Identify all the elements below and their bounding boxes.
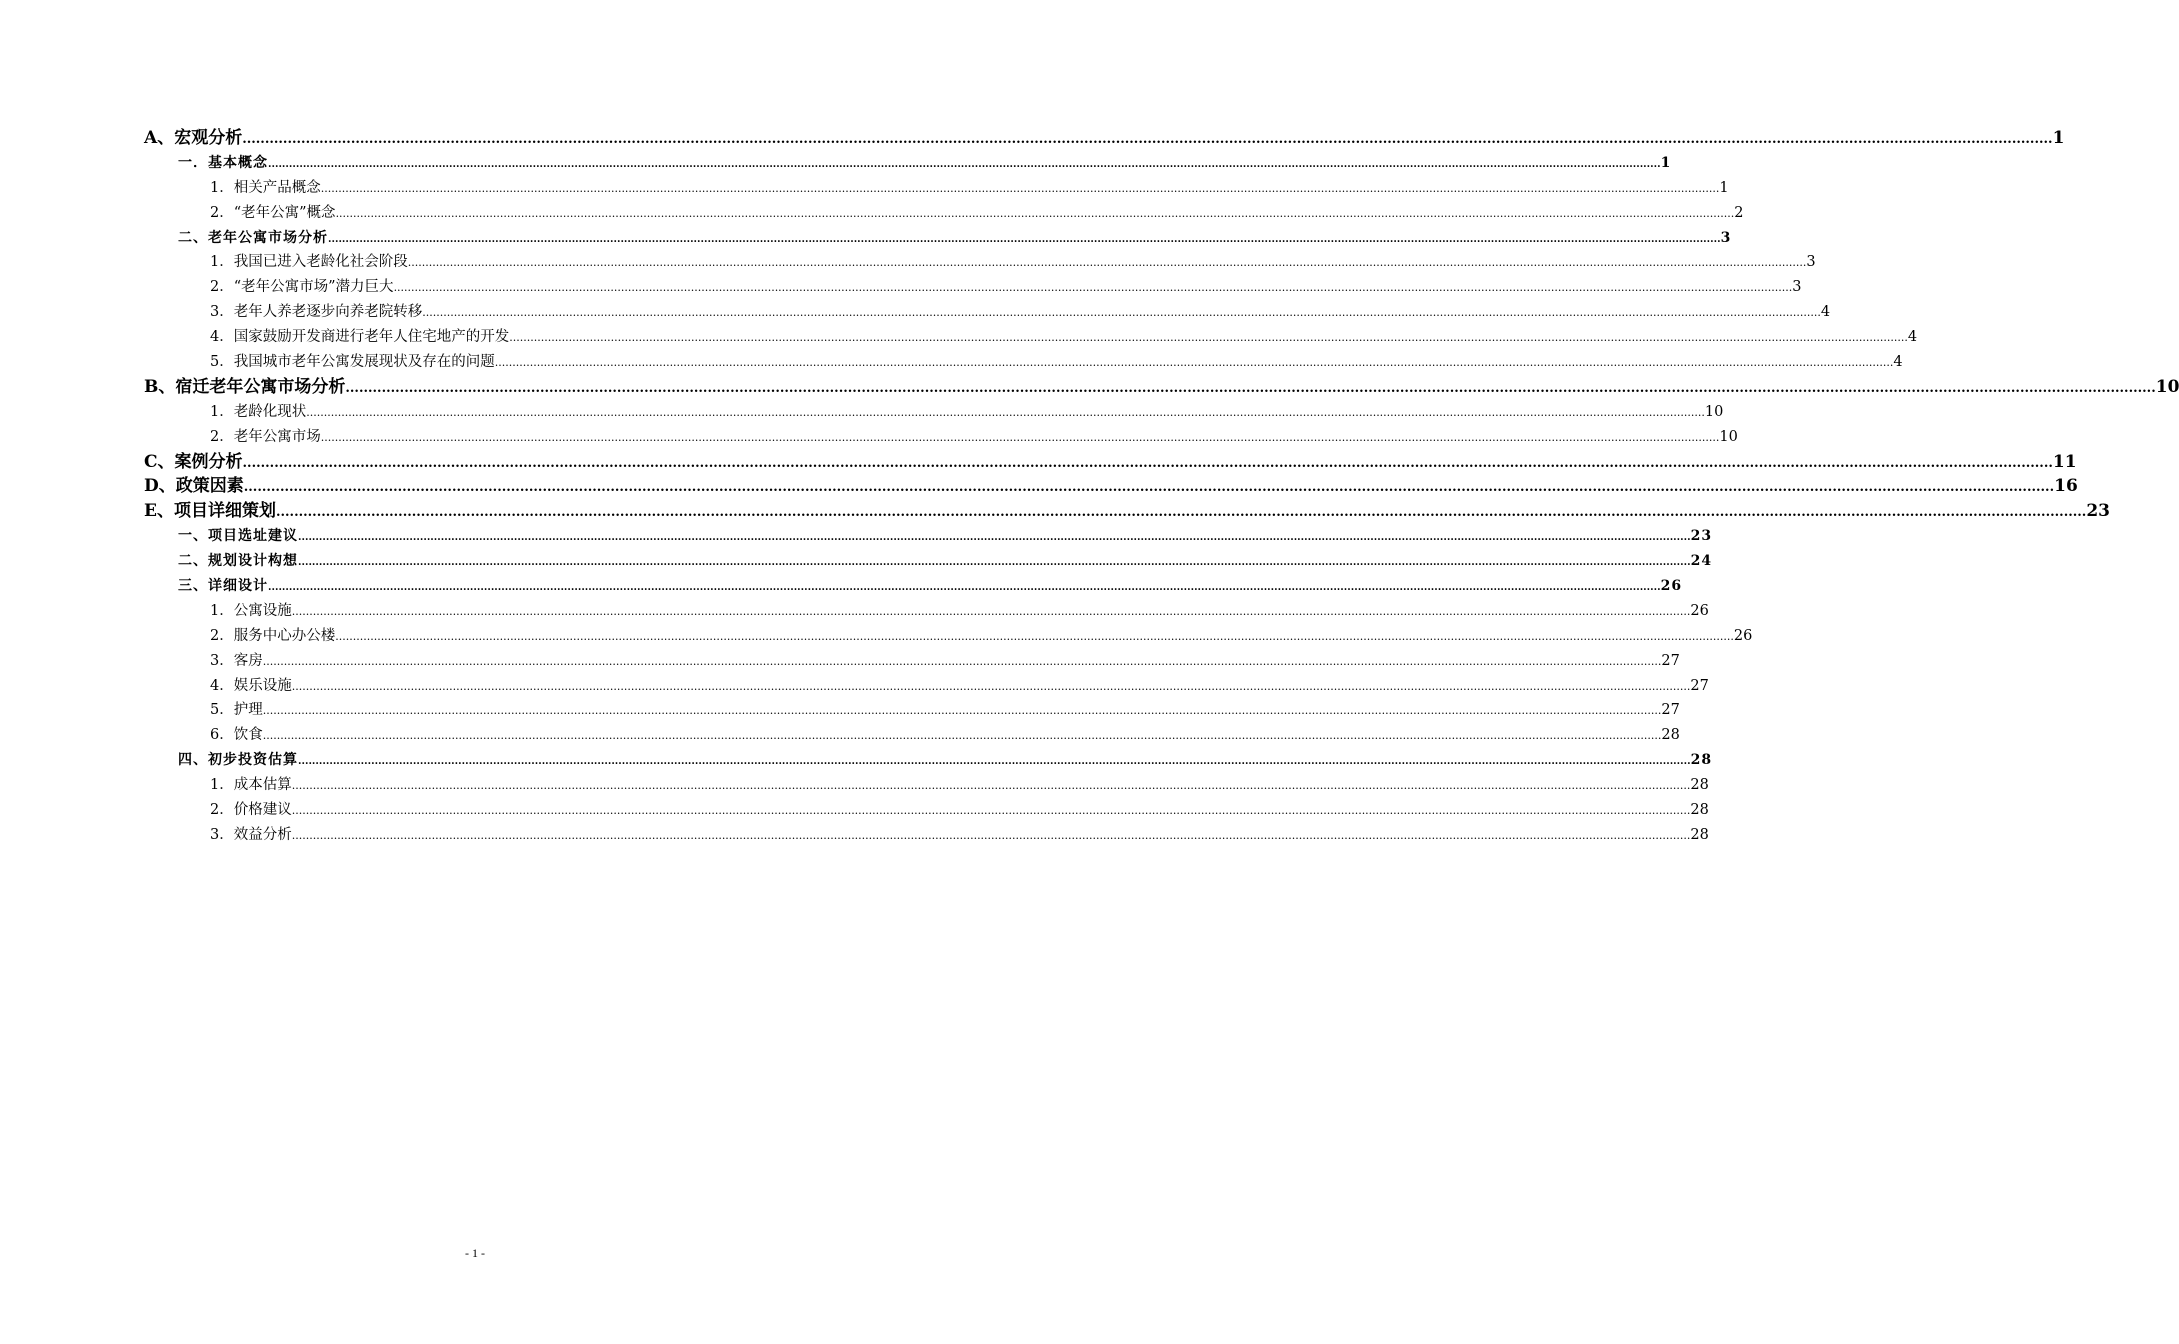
toc-entry[interactable]: [144, 698, 1680, 723]
toc-leader-dots: ................................................................................................................................................................................................................................................................................................................................................................................................................: [345, 380, 2156, 396]
toc-entry-label: 5．我国城市老年公寓发展现状及存在的问题: [210, 354, 495, 371]
toc-leader-dots: ................................................................................................................................................................................................................................................................................................................................................................................................................: [262, 654, 1662, 668]
toc-entry-page: 28: [1690, 752, 1713, 769]
toc-entry[interactable]: [144, 773, 1709, 798]
toc-leader-dots: ................................................................................................................................................................................................................................................................................................................................................................................................................: [393, 281, 1793, 295]
toc-entry[interactable]: [144, 176, 1729, 201]
toc-leader-dots: ................................................................................................................................................................................................................................................................................................................................................................................................................: [306, 405, 1705, 419]
toc-leader-dots: ................................................................................................................................................................................................................................................................................................................................................................................................................: [335, 629, 1734, 643]
toc-entry-page: 26: [1733, 627, 1753, 644]
toc-entry[interactable]: [144, 674, 1709, 699]
toc-entry[interactable]: [144, 499, 2110, 524]
toc-entry[interactable]: [144, 624, 1753, 649]
toc-entry[interactable]: [144, 599, 1709, 624]
toc-entry[interactable]: [144, 250, 1816, 275]
toc-entry[interactable]: [144, 450, 2077, 475]
toc-entry-page: 27: [1690, 677, 1709, 694]
toc-leader-dots: ................................................................................................................................................................................................................................................................................................................................................................................................................: [291, 679, 1691, 693]
toc-leader-dots: ................................................................................................................................................................................................................................................................................................................................................................................................................: [328, 233, 1721, 245]
toc-entry-label: 3．效益分析: [210, 826, 292, 843]
toc-entry-page: 26: [1690, 602, 1709, 619]
toc-entry-page: 27: [1661, 652, 1680, 669]
toc-entry-page: 28: [1690, 802, 1709, 819]
toc-leader-dots: ................................................................................................................................................................................................................................................................................................................................................................................................................: [291, 604, 1691, 618]
toc-leader-dots: ................................................................................................................................................................................................................................................................................................................................................................................................................: [407, 256, 1807, 270]
page-number: - 1 -: [465, 1246, 485, 1260]
toc-entry[interactable]: [144, 126, 2065, 151]
toc-entry[interactable]: [144, 226, 1732, 251]
toc-entry-label: 2．服务中心办公楼: [210, 627, 336, 644]
toc-entry[interactable]: [144, 350, 1903, 375]
toc-leader-dots: ................................................................................................................................................................................................................................................................................................................................................................................................................: [268, 582, 1661, 594]
toc-entry-page: 3: [1806, 254, 1816, 271]
toc-entry-label: 6．饮食: [210, 727, 263, 744]
toc-entry-label: 3．老年人养老逐步向养老院转移: [210, 304, 423, 321]
toc-leader-dots: ................................................................................................................................................................................................................................................................................................................................................................................................................: [298, 532, 1691, 544]
toc-entry-label: 三、详细设计: [178, 578, 268, 595]
toc-leader-dots: ................................................................................................................................................................................................................................................................................................................................................................................................................: [494, 356, 1894, 370]
toc-entry-label: 二、规划设计构想: [178, 553, 298, 570]
toc-entry-label: 2．“老年公寓”概念: [210, 204, 336, 221]
toc-leader-dots: ................................................................................................................................................................................................................................................................................................................................................................................................................: [243, 480, 2055, 496]
table-of-contents: [144, 126, 2179, 848]
toc-entry-page: 27: [1661, 702, 1680, 719]
toc-entry-label: 二、老年公寓市场分析: [178, 229, 328, 246]
toc-leader-dots: ................................................................................................................................................................................................................................................................................................................................................................................................................: [320, 430, 1720, 444]
toc-entry[interactable]: [144, 275, 1802, 300]
toc-entry[interactable]: [144, 723, 1680, 748]
toc-entry[interactable]: [144, 649, 1680, 674]
toc-leader-dots: ................................................................................................................................................................................................................................................................................................................................................................................................................: [242, 455, 2053, 471]
toc-entry-label: 4．娱乐设施: [210, 677, 292, 694]
toc-entry[interactable]: [144, 400, 1724, 425]
toc-entry[interactable]: [144, 375, 2179, 400]
toc-entry-label: 2．“老年公寓市场”潜力巨大: [210, 279, 394, 296]
toc-entry[interactable]: [144, 300, 1831, 325]
toc-entry-label: B、宿迁老年公寓市场分析: [144, 376, 346, 397]
toc-leader-dots: ................................................................................................................................................................................................................................................................................................................................................................................................................: [291, 779, 1691, 793]
toc-entry[interactable]: [144, 201, 1744, 226]
toc-entry-page: 4: [1907, 329, 1918, 346]
toc-leader-dots: ................................................................................................................................................................................................................................................................................................................................................................................................................: [335, 206, 1735, 220]
toc-leader-dots: ................................................................................................................................................................................................................................................................................................................................................................................................................: [275, 505, 2087, 521]
toc-entry[interactable]: [144, 325, 1918, 350]
toc-leader-dots: ................................................................................................................................................................................................................................................................................................................................................................................................................: [262, 729, 1662, 743]
toc-entry-label: 1．成本估算: [210, 777, 292, 794]
toc-leader-dots: ................................................................................................................................................................................................................................................................................................................................................................................................................: [291, 804, 1691, 818]
toc-entry-page: 28: [1690, 777, 1709, 794]
toc-entry-page: 16: [2054, 476, 2078, 497]
toc-entry-page: 1: [2052, 128, 2065, 148]
toc-entry-page: 26: [1660, 578, 1683, 595]
toc-entry-page: 3: [1792, 279, 1802, 296]
toc-entry-page: 28: [1661, 727, 1680, 744]
toc-leader-dots: ................................................................................................................................................................................................................................................................................................................................................................................................................: [268, 158, 1661, 170]
toc-entry[interactable]: [144, 524, 1713, 549]
toc-entry-page: 1: [1660, 154, 1672, 171]
toc-entry-label: 一．基本概念: [178, 154, 268, 171]
toc-entry-label: 1．相关产品概念: [210, 179, 321, 196]
toc-entry-label: 4．国家鼓励开发商进行老年人住宅地产的开发: [210, 329, 510, 346]
toc-entry-label: 一、项目选址建议: [178, 528, 298, 545]
toc-entry-label: 2．价格建议: [210, 802, 292, 819]
toc-leader-dots: ................................................................................................................................................................................................................................................................................................................................................................................................................: [242, 132, 2053, 147]
toc-entry[interactable]: [144, 151, 1672, 176]
toc-leader-dots: ................................................................................................................................................................................................................................................................................................................................................................................................................: [509, 331, 1908, 345]
toc-entry-label: 2．老年公寓市场: [210, 428, 321, 445]
toc-entry-page: 1: [1719, 179, 1729, 196]
toc-entry-page: 28: [1690, 826, 1709, 843]
toc-entry-page: 11: [2052, 451, 2077, 472]
toc-entry-page: 23: [1690, 528, 1713, 545]
toc-entry-label: C、案例分析: [144, 451, 243, 472]
toc-entry-label: 1．公寓设施: [210, 602, 292, 619]
toc-entry[interactable]: [144, 549, 1713, 574]
toc-entry-page: 2: [1734, 204, 1744, 221]
toc-leader-dots: ................................................................................................................................................................................................................................................................................................................................................................................................................: [298, 557, 1691, 569]
toc-leader-dots: ................................................................................................................................................................................................................................................................................................................................................................................................................: [291, 828, 1691, 842]
toc-entry-page: 3: [1720, 229, 1732, 246]
toc-entry-page: 4: [1820, 304, 1831, 321]
toc-leader-dots: ................................................................................................................................................................................................................................................................................................................................................................................................................: [422, 306, 1821, 320]
toc-entry[interactable]: [144, 474, 2078, 499]
toc-entry-page: 23: [2086, 501, 2110, 522]
toc-entry-label: 1．我国已进入老龄化社会阶段: [210, 254, 408, 271]
toc-leader-dots: ................................................................................................................................................................................................................................................................................................................................................................................................................: [262, 704, 1662, 718]
toc-leader-dots: ................................................................................................................................................................................................................................................................................................................................................................................................................: [320, 181, 1720, 195]
toc-entry[interactable]: [144, 748, 1713, 773]
toc-entry-label: 四、初步投资估算: [178, 752, 298, 769]
toc-entry-label: 3．客房: [210, 652, 263, 669]
toc-leader-dots: ................................................................................................................................................................................................................................................................................................................................................................................................................: [298, 756, 1691, 768]
toc-entry-label: A、宏观分析: [144, 128, 243, 148]
toc-entry[interactable]: [144, 823, 1709, 848]
toc-entry-page: 10: [1704, 403, 1724, 420]
toc-entry-page: 10: [1719, 428, 1738, 445]
toc-entry[interactable]: [144, 425, 1738, 450]
toc-entry-page: 10: [2155, 376, 2179, 397]
toc-entry-label: E、项目详细策划: [144, 501, 276, 522]
toc-entry-label: 5．护理: [210, 702, 263, 719]
toc-entry-label: D、政策因素: [144, 476, 244, 497]
toc-entry[interactable]: [144, 574, 1683, 599]
toc-entry-page: 24: [1690, 553, 1713, 570]
toc-entry-page: 4: [1893, 354, 1903, 371]
toc-entry[interactable]: [144, 798, 1709, 823]
toc-entry-label: 1．老龄化现状: [210, 403, 307, 420]
